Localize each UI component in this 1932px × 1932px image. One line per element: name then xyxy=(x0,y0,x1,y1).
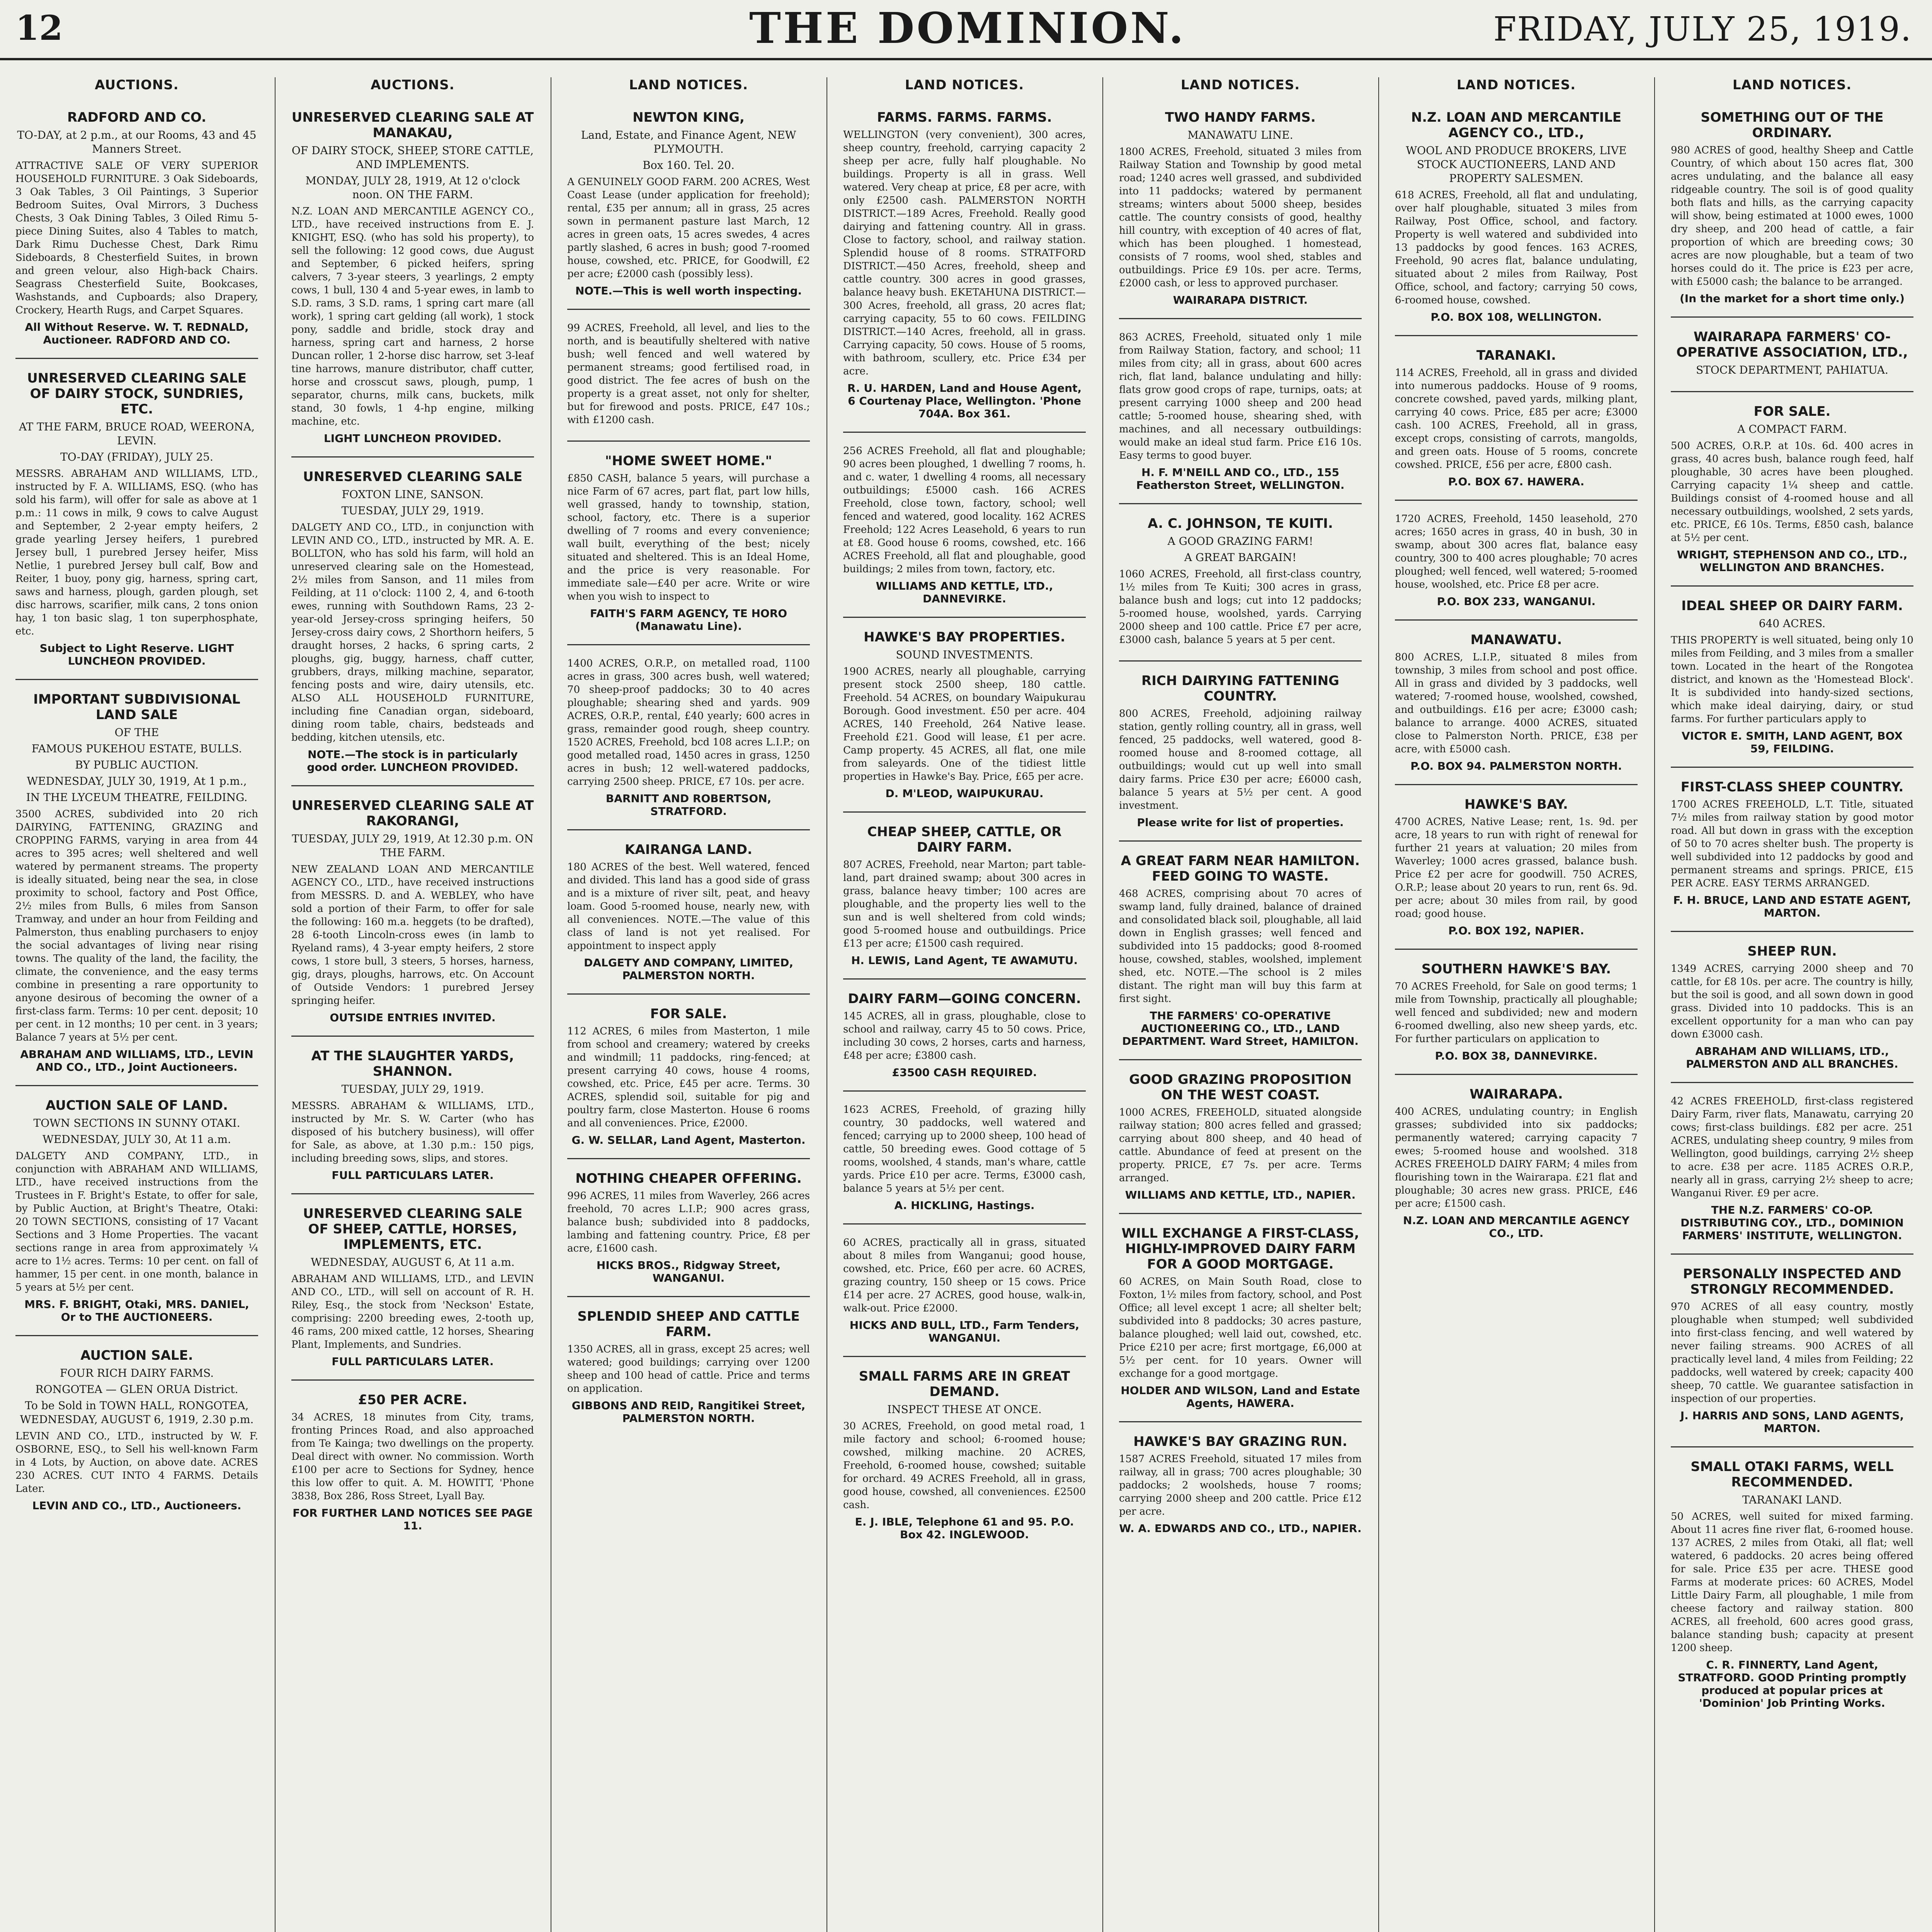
ad-signature: ABRAHAM AND WILLIAMS, LTD., LEVIN AND CO., LTD., Joint Auctioneers. xyxy=(20,1048,253,1073)
ad-body: 1720 ACRES, Freehold, 1450 leasehold, 270 acres; 1650 acres in grass, 40 in bush, 30 in swamp, about 300 acres flat, balance easy country, 300 to 400 acres ploughable; 70 acres ploughed; well fenced, well watered; 5-roomed house, woolshed, etc. Price £8 per acre. xyxy=(1395,513,1638,590)
ad-subtitle: TO-DAY, at 2 p.m., at our Rooms, 43 and 45 Manners Street. xyxy=(17,129,257,155)
advertisement xyxy=(843,618,1086,813)
column-heading: LAND NOTICES. xyxy=(629,77,748,93)
column-1 xyxy=(15,77,258,1932)
column-5 xyxy=(1119,77,1362,1932)
advertisement xyxy=(1119,1214,1362,1422)
advertisement xyxy=(843,98,1086,433)
ad-signature: HICKS AND BULL, LTD., Farm Tenders, WANGANUI. xyxy=(849,1319,1080,1344)
issue-date: FRIDAY, JULY 25, 1919. xyxy=(1493,10,1912,49)
advertisement xyxy=(291,1037,534,1194)
ad-body: 970 ACRES of all easy country, mostly ploughable when stumped; well subdivided into first-class fencing, and well watered by never failing streams. 900 ACRES of all practically level land, 4 miles from Feilding; 22 paddocks, well watered by creek; capacity 400 sheep, 70 cattle. We guarantee satisfaction in inspection of our properties. xyxy=(1671,1301,1913,1405)
ad-title: HAWKE'S BAY PROPERTIES. xyxy=(864,629,1065,645)
ad-body: 800 ACRES, L.I.P., situated 8 miles from township, 3 miles from school and post office. All in grass and divided by 3 paddocks, well watered; 7-roomed house, woolshed, cowshed, and outbuildings. £16 per acre; £3000 cash; balance to arrange. 4000 ACRES, situated close to Palmerston North. PRICE, £38 per acre, with £5000 cash. xyxy=(1395,651,1638,755)
column-heading: LAND NOTICES. xyxy=(1456,77,1576,93)
column-heading: AUCTIONS. xyxy=(371,77,455,93)
advertisement xyxy=(1671,1447,1913,1721)
ad-body: 112 ACRES, 6 miles from Masterton, 1 mile from school and creamery; watered by creeks and windmill; 11 paddocks, ring-fenced; at present carrying 40 cows, house 4 rooms, cowshed, etc. Price, £45 per acre. Terms. 30 ACRES, splendid soil, suitable for pig and poultry farm, close Masterton. House 6 rooms and all conveniences. Price, £2000. xyxy=(567,1026,810,1129)
ad-title: DAIRY FARM—GOING CONCERN. xyxy=(848,991,1081,1007)
advertisement xyxy=(15,359,258,680)
advertisement xyxy=(1671,392,1913,587)
ad-title: UNRESERVED CLEARING SALE OF SHEEP, CATTLE, HORSES, IMPLEMENTS, ETC. xyxy=(303,1206,522,1252)
ad-title: WILL EXCHANGE A FIRST-CLASS, HIGHLY-IMPROVED DAIRY FARM FOR A GOOD MORTGAGE. xyxy=(1121,1226,1359,1272)
ad-body: £850 CASH, balance 5 years, will purchase a nice Farm of 67 acres, part flat, part low hills, well grassed, handy to township, station, school, factory, etc. There is a superior dwelling of 7 rooms and every convenience; wall built, everything of the best; nicely situated and sheltered. This is an Ideal Home, and the price is very reasonable. For immediate sale—£40 per acre. Write or wire when you wish to inspect to xyxy=(567,473,810,602)
ad-signature: WAIRARAPA DISTRICT. xyxy=(1173,294,1308,306)
ad-signature: P.O. BOX 192, NAPIER. xyxy=(1448,924,1584,937)
ad-subtitle: TARANAKI LAND. xyxy=(1742,1493,1842,1506)
ad-body: 1623 ACRES, Freehold, of grazing hilly country, 30 paddocks, well watered and fenced; carrying up to 2000 sheep, 100 head of cattle, 50 breeding ewes. Good cottage of 5 rooms, woolshed, 4 stands, man's whare, cattle yards. Price £10 per acre. Terms, £3000 cash, balance 5 years at 5½ per cent. xyxy=(843,1104,1086,1194)
ad-body: 468 ACRES, comprising about 70 acres of swamp land, fully drained, balance of drained and consolidated black soil, ploughable, all laid down in English grasses; well fenced and subdivided into 15 paddocks; good 8-roomed house, cowshed, stables, woolshed, implement shed, etc. NOTE.—The school is 2 miles distant. The right man will buy this farm at first sight. xyxy=(1119,888,1362,1005)
column-3 xyxy=(567,77,810,1932)
ad-body: N.Z. LOAN AND MERCANTILE AGENCY CO., LTD., have received instructions from E. J. KNIGHT, ESQ. (who has sold his property), to sell the following: 12 good cows, due August and September, 6 picked heifers, spring calvers, 7 3-year steers, 3 yearlings, 2 empty cows, 1 bull, 130 4 and 5-year ewes, in lamb to S.D. rams, 3 S.D. rams, 1 spring cart mare (all work), 1 spring cart gelding (all work), 1 stock pony, saddle and bridle, stock dray and harness, spring cart and harness, 2 horse Duncan roller, 1 2-horse disc harrow, set 3-leaf tine harrows, manure distributor, chaff cutter, horse and crosscut saws, plough, pump, 1 separator, churns, milk cans, buckets, milk stand, 30 fowls, 1 4-hp engine, milking machine, etc. xyxy=(291,206,534,427)
ad-title: A GREAT FARM NEAR HAMILTON. FEED GOING TO WASTE. xyxy=(1121,853,1360,884)
ad-signature: OUTSIDE ENTRIES INVITED. xyxy=(330,1011,496,1024)
ad-subtitle: To be Sold in TOWN HALL, RONGOTEA, WEDNESDAY, AUGUST 6, 1919, 2.30 p.m. xyxy=(20,1399,254,1426)
ad-body: 60 ACRES, on Main South Road, close to Foxton, 1½ miles from factory, school, and Post Office; all level except 1 acre; all shelter belt; subdivided into 8 paddocks; 30 acres pasture, balance ploughed; well laid out, cowshed, etc. Price £210 per acre; first mortgage, £6,000 at 5½ per cent. for 10 years. Owner will exchange for a good mortgage. xyxy=(1119,1276,1362,1379)
column-rule xyxy=(1102,77,1103,1932)
ad-signature: ABRAHAM AND WILLIAMS, LTD., PALMERSTON AND ALL BRANCHES. xyxy=(1686,1045,1898,1070)
ad-body: 807 ACRES, Freehold, near Marton; part table-land, part drained swamp; about 300 acres in grass, balance heavy timber; 100 acres are ploughable, and the property lies well to the sun and is well sheltered from cold winds; good 5-roomed house and outbuildings. Price £13 per acre; £1500 cash required. xyxy=(843,859,1086,949)
newspaper-title: THE DOMINION. xyxy=(749,3,1186,53)
ad-body: 42 ACRES FREEHOLD, first-class registered Dairy Farm, river flats, Manawatu, carrying 20 cows; first-class buildings. £82 per acre. 251 ACRES, undulating sheep country, 9 miles from Wellington, good buildings, carrying 2½ sheep to acre. £38 per acre. 1185 ACRES O.R.P., nearly all in grass, carrying 2½ sheep to acre; Wanganui River. £9 per acre. xyxy=(1671,1095,1913,1199)
ad-subtitle: WOOL AND PRODUCE BROKERS, LIVE STOCK AUCTIONEERS, LAND AND PROPERTY SALESMEN. xyxy=(1406,144,1627,185)
advertisement xyxy=(1395,621,1638,785)
ad-body: 1350 ACRES, all in grass, except 25 acres; well watered; good buildings; carrying over 1200 sheep and 100 head of cattle. Price and terms on application. xyxy=(567,1344,810,1395)
page-number: 12 xyxy=(15,8,63,48)
advertisement xyxy=(15,1336,258,1524)
ad-title: WAIRARAPA. xyxy=(1469,1087,1563,1102)
ad-title: £50 PER ACRE. xyxy=(358,1392,468,1408)
ad-body: DALGETY AND CO., LTD., in conjunction with LEVIN AND CO., LTD., instructed by MR. A. E. BOLLTON, who has sold his farm, will hold an unreserved clearing sale on the Homestead, 2½ miles from Sanson, and 11 miles from Feilding, at 11 o'clock: 1100 2, 4, and 6-tooth ewes, running with Southdown Rams, 23 2-year-old Jersey-cross springing heifers, 50 Jersey-cross dairy cows, 2 Shorthorn heifers, 5 draught horses, 2 hacks, 6 spring carts, 2 ploughs, gig, buggy, harness, chaff cutter, grubbers, drays, milking machine, separator, fencing posts and wire, dairy utensils, etc. ALSO ALL HOUSEHOLD FURNITURE, including fine Canadian organ, sideboard, dining room table, chairs, bedsteads and bedding, kitchen utensils, etc. xyxy=(291,522,534,743)
ad-body: 99 ACRES, Freehold, all level, and lies to the north, and is beautifully sheltered with native bush; well fenced and well watered by permanent streams; good fertilised road, in good district. The fee acres of bush on the property is a great asset, not only for shelter, but for firewood and posts. PRICE, £47 10s.; with £1200 cash. xyxy=(567,322,810,426)
ad-subtitle: WEDNESDAY, JULY 30, At 11 a.m. xyxy=(43,1133,231,1146)
ad-subtitle: FAMOUS PUKEHOU ESTATE, BULLS. xyxy=(31,742,242,755)
ad-subtitle: OF DAIRY STOCK, SHEEP, STORE CATTLE, AND IMPLEMENTS. xyxy=(291,144,534,171)
ad-signature: FULL PARTICULARS LATER. xyxy=(332,1355,494,1368)
advertisement xyxy=(843,813,1086,980)
ad-signature: LEVIN AND CO., LTD., Auctioneers. xyxy=(32,1499,242,1512)
advertisement xyxy=(1119,842,1362,1060)
advertisement xyxy=(1119,319,1362,504)
advertisement xyxy=(291,1381,534,1544)
advertisement xyxy=(843,433,1086,618)
ad-signature: All Without Reserve. W. T. REDNALD, Auctioneer. RADFORD AND CO. xyxy=(25,321,249,346)
column-rule xyxy=(275,77,276,1932)
ad-title: SOUTHERN HAWKE'S BAY. xyxy=(1421,961,1611,977)
ad-title: IDEAL SHEEP OR DAIRY FARM. xyxy=(1681,598,1903,614)
ad-title: TWO HANDY FARMS. xyxy=(1165,110,1316,125)
ad-subtitle: AT THE FARM, BRUCE ROAD, WEERONA, LEVIN. xyxy=(19,420,255,447)
ad-signature: WRIGHT, STEPHENSON AND CO., LTD., WELLINGTON AND BRANCHES. xyxy=(1677,548,1908,574)
advertisement xyxy=(1671,318,1913,392)
ad-signature: NOTE.—This is well worth inspecting. xyxy=(575,284,802,297)
ad-title: FARMS. FARMS. FARMS. xyxy=(877,110,1052,125)
ad-body: 980 ACRES of good, healthy Sheep and Cattle Country, of which about 150 acres flat, 300 acres undulating, and the balance all easy ridgeable country. The soil is of good quality both flats and hills, as the carrying capacity will show, being estimated at 1000 ewes, 1000 dry sheep, and 200 head of cattle, a fair proportion of which are breeding cows; 30 acres are now ploughable, but a team of two horses could do it. The price is £23 per acre, with £5000 cash; the balance to be arranged. xyxy=(1671,145,1913,287)
ad-subtitle: A GOOD GRAZING FARM! xyxy=(1167,535,1313,548)
ad-body: 400 ACRES, undulating country; in English grasses; subdivided into six paddocks; permanently watered; carrying capacity 7 ewes; 5-roomed house and woolshed. 318 ACRES FREEHOLD DAIRY FARM; 4 miles from flourishing town in the Wairarapa. £21 flat and ploughable; 30 acres new grass. PRICE, £46 per acre; £1500 cash. xyxy=(1395,1106,1638,1209)
ad-subtitle: 640 ACRES. xyxy=(1759,617,1826,630)
ad-signature: £3500 CASH REQUIRED. xyxy=(892,1066,1037,1079)
ad-subtitle: Land, Estate, and Finance Agent, NEW PLYMOUTH. xyxy=(581,129,796,155)
ad-subtitle: IN THE LYCEUM THEATRE, FEILDING. xyxy=(26,791,248,804)
ad-title: HAWKE'S BAY. xyxy=(1464,797,1568,812)
ad-signature: G. W. SELLAR, Land Agent, Masterton. xyxy=(571,1134,806,1146)
advertisement xyxy=(567,995,810,1159)
ad-subtitle: FOXTON LINE, SANSON. xyxy=(342,488,484,501)
ad-subtitle: RONGOTEA — GLEN ORUA District. xyxy=(35,1383,238,1396)
ad-subtitle: MONDAY, JULY 28, 1919, At 12 o'clock noon. ON THE FARM. xyxy=(305,174,520,201)
ad-signature: HOLDER AND WILSON, Land and Estate Agents, HAWERA. xyxy=(1121,1384,1360,1410)
advertisement xyxy=(15,98,258,359)
column-6 xyxy=(1395,77,1638,1932)
ad-body: 70 ACRES Freehold, for Sale on good terms; 1 mile from Township, practically all ploughable; well fenced and subdivided; new and modern 6-roomed dwelling, also new sheep yards, etc. For further particulars on application to xyxy=(1395,981,1638,1045)
ad-signature: NOTE.—The stock is in particularly good order. LUNCHEON PROVIDED. xyxy=(307,748,519,774)
advertisement xyxy=(567,442,810,645)
ad-body: MESSRS. ABRAHAM AND WILLIAMS, LTD., instructed by F. A. WILLIAMS, ESQ. (who has sold his farm), will offer for sale as above at 1 p.m.: 11 cows in milk, 9 cows to calve August and September, 2 2-year empty heifers, 2 grade yearling Jersey heifers, 1 purebred Jersey bull, 1 purebred Jersey heifer, Miss Netlie, 1 purebred Jersey bull calf, Bow and Reiter, 1 buoy, pony gig, harness, spring cart, saws and harness, plough, garden plough, set disc harrows, scarifier, milk cans, 2 tons onion hay, 1 ton basic slag, 1 ton superphosphate, etc. xyxy=(15,468,258,637)
advertisement xyxy=(1671,98,1913,318)
ad-signature: P.O. BOX 94. PALMERSTON NORTH. xyxy=(1410,760,1622,772)
ad-body: 996 ACRES, 11 miles from Waverley, 266 acres freehold, 70 acres L.I.P.; 900 acres grass, balance bush; subdivided into 8 paddocks, lambing and fattening country. Price, £8 per acre, £1600 cash. xyxy=(567,1190,810,1254)
advertisement xyxy=(1671,587,1913,768)
ad-title: CHEAP SHEEP, CATTLE, OR DAIRY FARM. xyxy=(867,824,1062,855)
advertisement xyxy=(291,1194,534,1381)
ad-title: N.Z. LOAN AND MERCANTILE AGENCY CO., LTD., xyxy=(1411,110,1622,141)
advertisement xyxy=(843,1092,1086,1225)
ad-signature: LIGHT LUNCHEON PROVIDED. xyxy=(323,432,502,445)
ad-signature: R. U. HARDEN, Land and House Agent, 6 Courtenay Place, Wellington. 'Phone 704A. Box 361. xyxy=(847,382,1082,420)
ad-signature: VICTOR E. SMITH, LAND AGENT, BOX 59, FEILDING. xyxy=(1681,730,1903,755)
ad-body: NEW ZEALAND LOAN AND MERCANTILE AGENCY CO., LTD., have received instructions from MESSRS. D. and A. WEBLEY, who have sold a portion of their Farm, to offer for sale the following: 160 m.a. heggets (to be drafted), 28 6-tooth Lincoln-cross ewes (in lamb to Ryeland rams), 4 3-year empty heifers, 2 store cows, 1 store bull, 3 steers, 5 horses, harness, gig, drays, ploughs, harrows, etc. On Account of Outside Vendors: 1 purebred Jersey springing heifer. xyxy=(291,864,534,1007)
ad-title: RICH DAIRYING FATTENING COUNTRY. xyxy=(1141,673,1339,704)
ad-signature: DALGETY AND COMPANY, LIMITED, PALMERSTON NORTH. xyxy=(583,956,794,982)
ad-body: 256 ACRES Freehold, all flat and ploughable; 90 acres been ploughed, 1 dwelling 7 rooms, h. and c. water, 1 dwelling 4 rooms, all necessary outbuildings; £5000 cash. 166 ACRES Freehold, close town, factory, school; well fenced and watered, good locality. 162 ACRES Freehold; 122 Acres Leasehold, 6 years to run at £8. Good house 6 rooms, cowshed, etc. 166 ACRES Freehold, all flat and ploughable, good buildings; 2 miles from town, factory, etc. xyxy=(843,445,1086,575)
ad-title: AUCTION SALE. xyxy=(80,1348,193,1363)
ad-body: 618 ACRES, Freehold, all flat and undulating, over half ploughable, situated 3 miles from Railway, Post Office, school, and factory. Property is well watered and subdivided into 13 paddocks by good fences. 163 ACRES, Freehold, 90 acres flat, balance undulating, situated about 2 miles from Railway, Post Office, school, and factory; carrying 50 cows, 6-roomed house, cowshed. xyxy=(1395,189,1638,306)
ad-signature: H. F. M'NEILL AND CO., LTD., 155 Featherston Street, WELLINGTON. xyxy=(1136,466,1345,492)
advertisement xyxy=(567,1159,810,1297)
ad-subtitle: BY PUBLIC AUCTION. xyxy=(75,759,199,771)
ad-title: KAIRANGA LAND. xyxy=(625,842,752,857)
column-heading: AUCTIONS. xyxy=(95,77,179,93)
ad-body: 60 ACRES, practically all in grass, situated about 8 miles from Wanganui; good house, cowshed, etc. Price, £60 per acre. 60 ACRES, grazing country, 150 sheep or 15 cows. Price £14 per acre. 27 ACRES, good house, walk-in, walk-out. Price £2000. xyxy=(843,1237,1086,1314)
advertisement xyxy=(1395,336,1638,501)
ad-subtitle: A GREAT BARGAIN! xyxy=(1184,551,1297,564)
ad-title: PERSONALLY INSPECTED AND STRONGLY RECOMMENDED. xyxy=(1683,1266,1901,1297)
advertisement xyxy=(1119,1422,1362,1546)
ad-body: 1700 ACRES FREEHOLD, L.T. Title, situated 7½ miles from railway station by good motor road. All but down in grass with the exception of 50 to 70 acres shelter bush. The property is well subdivided into 12 paddocks by good and permanent streams and springs. PRICE, £15 PER ACRE. EASY TERMS ARRANGED. xyxy=(1671,799,1913,889)
ad-body: 3500 ACRES, subdivided into 20 rich DAIRYING, FATTENING, GRAZING and CROPPING FARMS, varying in area from 44 acres to 395 acres; well sheltered and well watered by permanent streams. The property is ideally situated, being near the sea, in close proximity to school, factory and Post Office, 2½ miles from Bulls, 6 miles from Sanson Tramway, and under an hour from Feilding and Palmerston, thus enabling purchasers to enjoy the social advantages of living near rising towns. The quality of the land, the facility, the climate, the convenience, and the easy terms combine in presenting a rare opportunity to anyone desirous of becoming the owner of a first-class farm. Terms: 10 per cent. deposit; 10 per cent. in 12 months; 10 per cent. in 3 years; Balance 7 years at 5½ per cent. xyxy=(15,808,258,1043)
advertisement xyxy=(1119,1060,1362,1214)
ad-body: 1060 ACRES, Freehold, all first-class country, 1½ miles from Te Kuiti; 300 acres in grass, balance bush and logs; cut into 12 paddocks; 5-roomed house, woolshed, yards. Carrying 2000 sheep and 100 cattle. Price £7 per acre, £3000 cash, balance 5 years at 5 per cent. xyxy=(1119,568,1362,646)
ad-title: UNRESERVED CLEARING SALE AT MANAKAU, xyxy=(291,110,534,141)
column-7 xyxy=(1671,77,1913,1932)
column-heading: LAND NOTICES. xyxy=(1180,77,1300,93)
ad-title: SMALL FARMS ARE IN GREAT DEMAND. xyxy=(859,1369,1070,1400)
ad-title: SMALL OTAKI FARMS, WELL RECOMMENDED. xyxy=(1690,1459,1894,1490)
ad-title: NEWTON KING, xyxy=(633,110,745,125)
ad-title: UNRESERVED CLEARING SALE xyxy=(303,469,522,485)
advertisement xyxy=(15,680,258,1086)
ad-body: 145 ACRES, all in grass, ploughable, close to school and railway, carry 45 to 50 cows. Price, including 30 cows, 2 horses, carts and harness, £48 per acre; £3800 cash. xyxy=(843,1010,1086,1061)
column-2 xyxy=(291,77,534,1932)
ad-subtitle: TUESDAY, JULY 29, 1919, At 12.30 p.m. ON THE FARM. xyxy=(292,832,534,859)
ad-signature: P.O. BOX 233, WANGANUI. xyxy=(1437,595,1596,608)
ad-signature: WILLIAMS AND KETTLE, LTD., NAPIER. xyxy=(1125,1189,1356,1201)
ad-subtitle: FOUR RICH DAIRY FARMS. xyxy=(60,1367,214,1379)
ad-signature: BARNITT AND ROBERTSON, STRATFORD. xyxy=(605,792,772,818)
ad-signature: W. A. EDWARDS AND CO., LTD., NAPIER. xyxy=(1119,1522,1362,1535)
advertisement xyxy=(567,98,810,310)
ad-signature: FOR FURTHER LAND NOTICES SEE PAGE 11. xyxy=(293,1507,533,1532)
ad-body: 1900 ACRES, nearly all ploughable, carrying present stock 2500 sheep, 180 cattle. Freehold. 54 ACRES, on boundary Waipukurau Borough. Good investment. £50 per acre. 404 ACRES, 140 Freehold, 264 Native lease. Freehold £21. Good will lease, £1 per acre. Camp property. 45 ACRES, all flat, one mile from saleyards. One of the tidiest little properties in Hawke's Bay. Price, £65 per acre. xyxy=(843,666,1086,782)
ad-title: UNRESERVED CLEARING SALE OF DAIRY STOCK, SUNDRIES, ETC. xyxy=(27,371,247,417)
ad-subtitle: TUESDAY, JULY 29, 1919. xyxy=(341,1083,484,1095)
ad-body: A GENUINELY GOOD FARM. 200 ACRES, West Coast Lease (under application for freehold); rental, £35 per annum; all in grass, 25 acres sown in permanent pasture last March, 12 acres in green oats, 15 acres swedes, 4 acres partly slashed, 6 acres in bush; good 7-roomed house, cowshed, etc. PRICE, for Goodwill, £2 per acre; £2000 cash (possibly less). xyxy=(567,176,810,280)
ad-signature: WILLIAMS AND KETTLE, LTD., DANNEVIRKE. xyxy=(876,580,1053,605)
ad-title: IMPORTANT SUBDIVISIONAL LAND SALE xyxy=(33,692,240,723)
ad-body: 1400 ACRES, O.R.P., on metalled road, 1100 acres in grass, 300 acres bush, well watered; 70 sheep-proof paddocks; 30 to 40 acres ploughable; shearing shed and yards. 909 ACRES, O.R.P., rental, £40 yearly; 600 acres in grass, remainder good rough, sheep country. 1520 ACRES, Freehold, bcd 108 acres L.I.P.; on good metalled road, 1450 acres in grass, 1250 acres in bush; 12 well-watered paddocks, carrying 2500 sheep. PRICE, £7 10s. per acre. xyxy=(567,658,810,787)
masthead xyxy=(0,0,1932,60)
ad-body: 863 ACRES, Freehold, situated only 1 mile from Railway Station, factory, and school; 11 miles from city; all in grass, about 600 acres rich, flat land, balance undulating and hilly: flats grow good crops of rape, turnips, oats; at present carrying 1000 sheep and 200 head cattle; 5-roomed house, shearing shed, with machines, and all necessary outbuildings: would make an ideal stud farm. Price £16 10s. Easy terms to good buyer. xyxy=(1119,332,1362,461)
ad-body: 1800 ACRES, Freehold, situated 3 miles from Railway Station and Township by good metal road; 1240 acres well grassed, and subdivided into 11 paddocks; watered by permanent streams; winters about 5000 sheep, besides cattle. The country consists of good, healthy hill country, with exception of 40 acres of flat, which has been ploughed. 1 homestead, consists of 7 rooms, wool shed, stables and outbuildings. Price £9 10s. per acre. Terms, £2000 cash, or less to approved purchaser. xyxy=(1119,146,1362,289)
ad-title: FIRST-CLASS SHEEP COUNTRY. xyxy=(1680,779,1904,795)
ad-title: GOOD GRAZING PROPOSITION ON THE WEST COAST. xyxy=(1129,1072,1352,1103)
advertisement xyxy=(1395,950,1638,1075)
ad-title: TARANAKI. xyxy=(1476,348,1556,363)
ad-body: ATTRACTIVE SALE OF VERY SUPERIOR HOUSEHOLD FURNITURE. 3 Oak Sideboards, 3 Oak Tables, 3 Oil Paintings, 3 Superior Bedroom Suites, Oval Mirrors, 3 Duchess Chests, 3 Oak Dining Tables, 3 Oiled Rimu 5-piece Dining Suites, also 4 Tables to match, Dark Rimu Duchesse Chest, Dark Rimu Sideboards, 8 Chesterfield Suites, in brown and green velour, also High-back Chairs. Seagrass Chesterfield Suite, Bookcases, Washstands, and Cupboards; also Drapery, Crockery, Hearth Rugs, and Carpet Squares. xyxy=(15,160,258,316)
advertisement xyxy=(1671,932,1913,1083)
ad-title: SOMETHING OUT OF THE ORDINARY. xyxy=(1701,110,1884,141)
ad-signature: FAITH'S FARM AGENCY, TE HORO (Manawatu Line). xyxy=(590,607,787,633)
ad-body: 180 ACRES of the best. Well watered, fenced and divided. This land has a good side of grass and is a mixture of river silt, peat, and heavy loam. Good 5-roomed house, nearly new, with all conveniences. NOTE.—The value of this class of land is not yet realised. For appointment to inspect apply xyxy=(567,861,810,952)
ad-body: ABRAHAM AND WILLIAMS, LTD., and LEVIN AND CO., LTD., will sell on account of R. H. Riley, Esq., the stock from 'Neckson' Estate, comprising: 2200 breeding ewes, 2-tooth up, 46 rams, 200 mixed cattle, 12 horses, Shearing Plant, Implements, and Sundries. xyxy=(291,1273,534,1350)
ad-signature: GIBBONS AND REID, Rangitikei Street, PALMERSTON NORTH. xyxy=(571,1399,806,1425)
advertisement xyxy=(1671,768,1913,932)
advertisement xyxy=(567,310,810,442)
column-heading: LAND NOTICES. xyxy=(1732,77,1852,93)
ad-signature: Please write for list of properties. xyxy=(1137,816,1344,829)
ad-title: NOTHING CHEAPER OFFERING. xyxy=(575,1171,802,1186)
advertisement xyxy=(1119,662,1362,842)
advertisement xyxy=(291,98,534,457)
ad-signature: H. LEWIS, Land Agent, TE AWAMUTU. xyxy=(851,954,1078,967)
ad-signature: A. HICKLING, Hastings. xyxy=(894,1199,1035,1212)
ad-body: 34 ACRES, 18 minutes from City, trams, fronting Princes Road, and also approached from Te Kainga; two dwellings on the property. Deal direct with owner. No commission. Worth £100 per acre to Sections for Sydney, hence this low offer to quit. A. M. HOWITT, 'Phone 3838, Box 286, Ross Street, Lyall Bay. xyxy=(291,1412,534,1502)
ad-body: 4700 ACRES, Native Lease; rent, 1s. 9d. per acre, 18 years to run with right of renewal for further 21 years at valuation; 20 miles from Waverley; 1000 acres grassed, balance bush. Price £2 per acre for goodwill. 750 ACRES, O.R.P.; lease about 20 years to run, rent 6s. 9d. per acre; about 30 miles from rail, by good road; good house. xyxy=(1395,816,1638,920)
ad-body: DALGETY AND COMPANY, LTD., in conjunction with ABRAHAM AND WILLIAMS, LTD., have received instructions from the Trustees in F. Bright's Estate, to offer for sale, by Public Auction, at Bright's Theatre, Otaki: 20 TOWN SECTIONS, consisting of 17 Vacant Sections and 3 Home Properties. The vacant sections range in area from approximately ¼ acre to 1½ acres. Terms: 10 per cent. on fall of hammer, 15 per cent. in one month, balance in 5 years at 5½ per cent. xyxy=(15,1150,258,1293)
column-rule xyxy=(1654,77,1655,1932)
advertisement xyxy=(1671,1255,1913,1447)
advertisement xyxy=(1395,98,1638,336)
ad-title: AUCTION SALE OF LAND. xyxy=(46,1098,228,1113)
ad-subtitle: Box 160. Tel. 20. xyxy=(643,159,735,172)
ad-signature: (In the market for a short time only.) xyxy=(1680,292,1905,305)
ad-signature: THE N.Z. FARMERS' CO-OP. DISTRIBUTING COY., LTD., DOMINION FARMERS' INSTITUTE, WELLINGTON. xyxy=(1680,1204,1904,1242)
advertisement xyxy=(567,645,810,830)
advertisement xyxy=(1671,1083,1913,1255)
ad-body: MESSRS. ABRAHAM & WILLIAMS, LTD., instructed by Mr. S. W. Carter (who has disposed of his butchery business), will offer for Sale, as above, at 1.30 p.m.: 150 pigs, including breeding sows, slips, and stores. xyxy=(291,1100,534,1164)
ad-body: 800 ACRES, Freehold, adjoining railway station, gently rolling country, all in grass, well fenced, 25 paddocks, well watered, good 8-roomed house and 8-roomed cottage, all outbuildings; would cut up well into small dairy farms. Price £30 per acre; £6000 cash, balance 5 years at 5½ per cent. A good investment. xyxy=(1119,708,1362,811)
ad-subtitle: INSPECT THESE AT ONCE. xyxy=(887,1403,1042,1416)
ad-title: HAWKE'S BAY GRAZING RUN. xyxy=(1133,1434,1347,1449)
ad-signature: P.O. BOX 38, DANNEVIRKE. xyxy=(1435,1049,1598,1062)
advertisement xyxy=(843,1357,1086,1553)
advertisement xyxy=(291,786,534,1037)
advertisement xyxy=(1395,1075,1638,1251)
ad-title: SHEEP RUN. xyxy=(1747,944,1837,959)
ad-subtitle: TOWN SECTIONS IN SUNNY OTAKI. xyxy=(33,1117,240,1129)
advertisement xyxy=(567,830,810,995)
ad-body: 1000 ACRES, FREEHOLD, situated alongside railway station; 800 acres felled and grassed; carrying about 800 sheep, and 40 head of cattle. Abundance of feed at present on the property. PRICE, £7 7s. per acre. Terms arranged. xyxy=(1119,1107,1362,1184)
ad-title: MANAWATU. xyxy=(1470,632,1562,648)
advertisement xyxy=(291,457,534,786)
advertisement xyxy=(15,1086,258,1336)
ad-title: UNRESERVED CLEARING SALE AT RAKORANGI, xyxy=(291,798,534,829)
ad-body: 1587 ACRES Freehold, situated 17 miles from railway, all in grass; 700 acres ploughable; 30 paddocks; 2 woolsheds, house 7 rooms; carrying 2000 sheep and 200 cattle. Price £12 per acre. xyxy=(1119,1453,1362,1517)
ad-signature: FULL PARTICULARS LATER. xyxy=(332,1169,494,1182)
ad-body: 114 ACRES, Freehold, all in grass and divided into numerous paddocks. House of 9 rooms, concrete cowshed, paved yards, milking plant, carrying 40 cows. Price, £85 per acre; £3000 cash. 100 ACRES, Freehold, all in grass, except crops, consisting of carrots, mangolds, and green oats. House of 5 rooms, concrete cowshed. PRICE, £56 per acre, £800 cash. xyxy=(1395,367,1638,471)
ad-signature: Subject to Light Reserve. LIGHT LUNCHEON PROVIDED. xyxy=(39,642,234,667)
advertisement xyxy=(1395,785,1638,950)
column-heading: LAND NOTICES. xyxy=(905,77,1024,93)
ad-subtitle: SOUND INVESTMENTS. xyxy=(896,648,1033,661)
ad-signature: THE FARMERS' CO-OPERATIVE AUCTIONEERING CO., LTD., LAND DEPARTMENT. Ward Street, HAMILTON. xyxy=(1122,1009,1359,1048)
ad-title: FOR SALE. xyxy=(1753,404,1831,419)
ad-title: RADFORD AND CO. xyxy=(67,110,206,125)
ad-body: 50 ACRES, well suited for mixed farming. About 11 acres fine river flat, 6-roomed house. 137 ACRES, 2 miles from Otaki, all flat; well watered, 6 paddocks. 20 acres being offered for sale. Price £35 per acre. THESE good Farms at moderate prices: 60 ACRES, Model Little Dairy Farm, all ploughable, 1 mile from cheese factory and railway station. 800 ACRES, all freehold, 600 acres good grass, balance standing bush; capacity at present 1200 sheep. xyxy=(1671,1511,1913,1654)
ad-subtitle: STOCK DEPARTMENT, PAHIATUA. xyxy=(1696,364,1888,376)
ad-title: "HOME SWEET HOME." xyxy=(605,453,772,469)
ad-subtitle: WEDNESDAY, AUGUST 6, At 11 a.m. xyxy=(311,1256,515,1269)
advertisement xyxy=(843,980,1086,1092)
ad-body: 30 ACRES, Freehold, on good metal road, 1 mile factory and school; 6-roomed house; cowshed, milking machine. 20 ACRES, Freehold, 6-roomed house, cowshed; suitable for orchard. 49 ACRES Freehold, all in grass, good house, cowshed, all conveniences. £2500 cash. xyxy=(843,1420,1086,1511)
ad-title: SPLENDID SHEEP AND CATTLE FARM. xyxy=(577,1309,800,1340)
ad-body: THIS PROPERTY is well situated, being only 10 miles from Feilding, and 3 miles from a smaller town. Located in the heart of the Rongotea district, and known as the 'Homestead Block'. It is subdivided into handy-sized sections, which make ideal dairying, dairy, or stud farms. For further particulars apply to xyxy=(1671,634,1913,725)
column-4 xyxy=(843,77,1086,1932)
advertisement xyxy=(1119,504,1362,662)
ad-subtitle: TO-DAY (FRIDAY), JULY 25. xyxy=(60,451,213,463)
ad-signature: C. R. FINNERTY, Land Agent, STRATFORD. GOOD Printing promptly produced at popular prices at 'Dominion' Job Printing Works. xyxy=(1678,1658,1906,1709)
ad-signature: D. M'LEOD, WAIPUKURAU. xyxy=(885,787,1044,800)
advertisement xyxy=(1395,501,1638,621)
advertisement xyxy=(1119,98,1362,319)
ad-body: WELLINGTON (very convenient), 300 acres, sheep country, freehold, carrying capacity 2 sheep per acre, fully half ploughable. No buildings. Property is all in grass. Well watered. Very cheap at price, £8 per acre, with only £2500 cash. PALMERSTON NORTH DISTRICT.—189 Acres, Freehold. Really good dairying and fattening country. All in grass. Close to factory, school, and railway station. Splendid house of 8 rooms. STRATFORD DISTRICT.—450 Acres, freehold, sheep and cattle country. 300 acres in good grasses, balance heavy bush. EKETAHUNA DISTRICT.—300 Acres, freehold, all grass, 20 acres flat; carrying capacity, 55 to 60 cows. FEILDING DISTRICT.—140 Acres, freehold, all in grass. Carrying capacity, 50 cows. House of 5 rooms, with bathroom, scullery, etc. Price £34 per acre. xyxy=(843,129,1086,377)
ad-subtitle: TUESDAY, JULY 29, 1919. xyxy=(341,504,484,517)
ad-body: LEVIN AND CO., LTD., instructed by W. F. OSBORNE, ESQ., to Sell his well-known Farm in 4 Lots, by Auction, on above date. ACRES 230 ACRES. CUT INTO 4 FARMS. Details Later. xyxy=(15,1430,258,1495)
ad-signature: P.O. BOX 108, WELLINGTON. xyxy=(1430,311,1602,323)
ad-body: 1349 ACRES, carrying 2000 sheep and 70 cattle, for £8 10s. per acre. The country is hilly, but the soil is good, and all sown down in good grass. Divided into 10 paddocks. This is an excellent opportunity for a man who can pay down £3000 cash. xyxy=(1671,963,1913,1040)
advertisement xyxy=(843,1225,1086,1357)
ad-subtitle: A COMPACT FARM. xyxy=(1737,423,1847,435)
ad-title: WAIRARAPA FARMERS' CO-OPERATIVE ASSOCIATION, LTD., xyxy=(1676,329,1908,360)
ad-signature: E. J. IBLE, Telephone 61 and 95. P.O. Box 42. INGLEWOOD. xyxy=(855,1515,1074,1541)
column-rule xyxy=(1378,77,1379,1932)
ad-signature: HICKS BROS., Ridgway Street, WANGANUI. xyxy=(596,1259,781,1284)
ad-signature: P.O. BOX 67. HAWERA. xyxy=(1448,475,1585,488)
ad-subtitle: OF THE xyxy=(114,726,159,739)
ad-subtitle: WEDNESDAY, JULY 30, 1919, At 1 p.m., xyxy=(27,775,247,787)
ad-signature: N.Z. LOAN AND MERCANTILE AGENCY CO., LTD. xyxy=(1403,1214,1630,1240)
ad-body: 500 ACRES, O.R.P. at 10s. 6d. 400 acres in grass, 40 acres bush, balance rough feed, half ploughable, 30 acres have been ploughed. Carrying capacity 1¼ sheep and cattle. Buildings consist of 4-roomed house and all necessary outbuildings, woolshed, 2 sets yards, etc. PRICE, £6 10s. Terms, £850 cash, balance at 5½ per cent. xyxy=(1671,440,1913,544)
ad-signature: J. HARRIS AND SONS, LAND AGENTS, MARTON. xyxy=(1680,1409,1904,1435)
ad-subtitle: MANAWATU LINE. xyxy=(1187,129,1293,141)
ad-title: FOR SALE. xyxy=(650,1006,727,1022)
ad-title: A. C. JOHNSON, TE KUITI. xyxy=(1148,516,1333,531)
ad-signature: MRS. F. BRIGHT, Otaki, MRS. DANIEL, Or to THE AUCTIONEERS. xyxy=(24,1298,249,1323)
ad-signature: F. H. BRUCE, LAND AND ESTATE AGENT, MARTON. xyxy=(1673,894,1911,919)
advertisement xyxy=(567,1297,810,1436)
ad-title: AT THE SLAUGHTER YARDS, SHANNON. xyxy=(311,1048,514,1079)
